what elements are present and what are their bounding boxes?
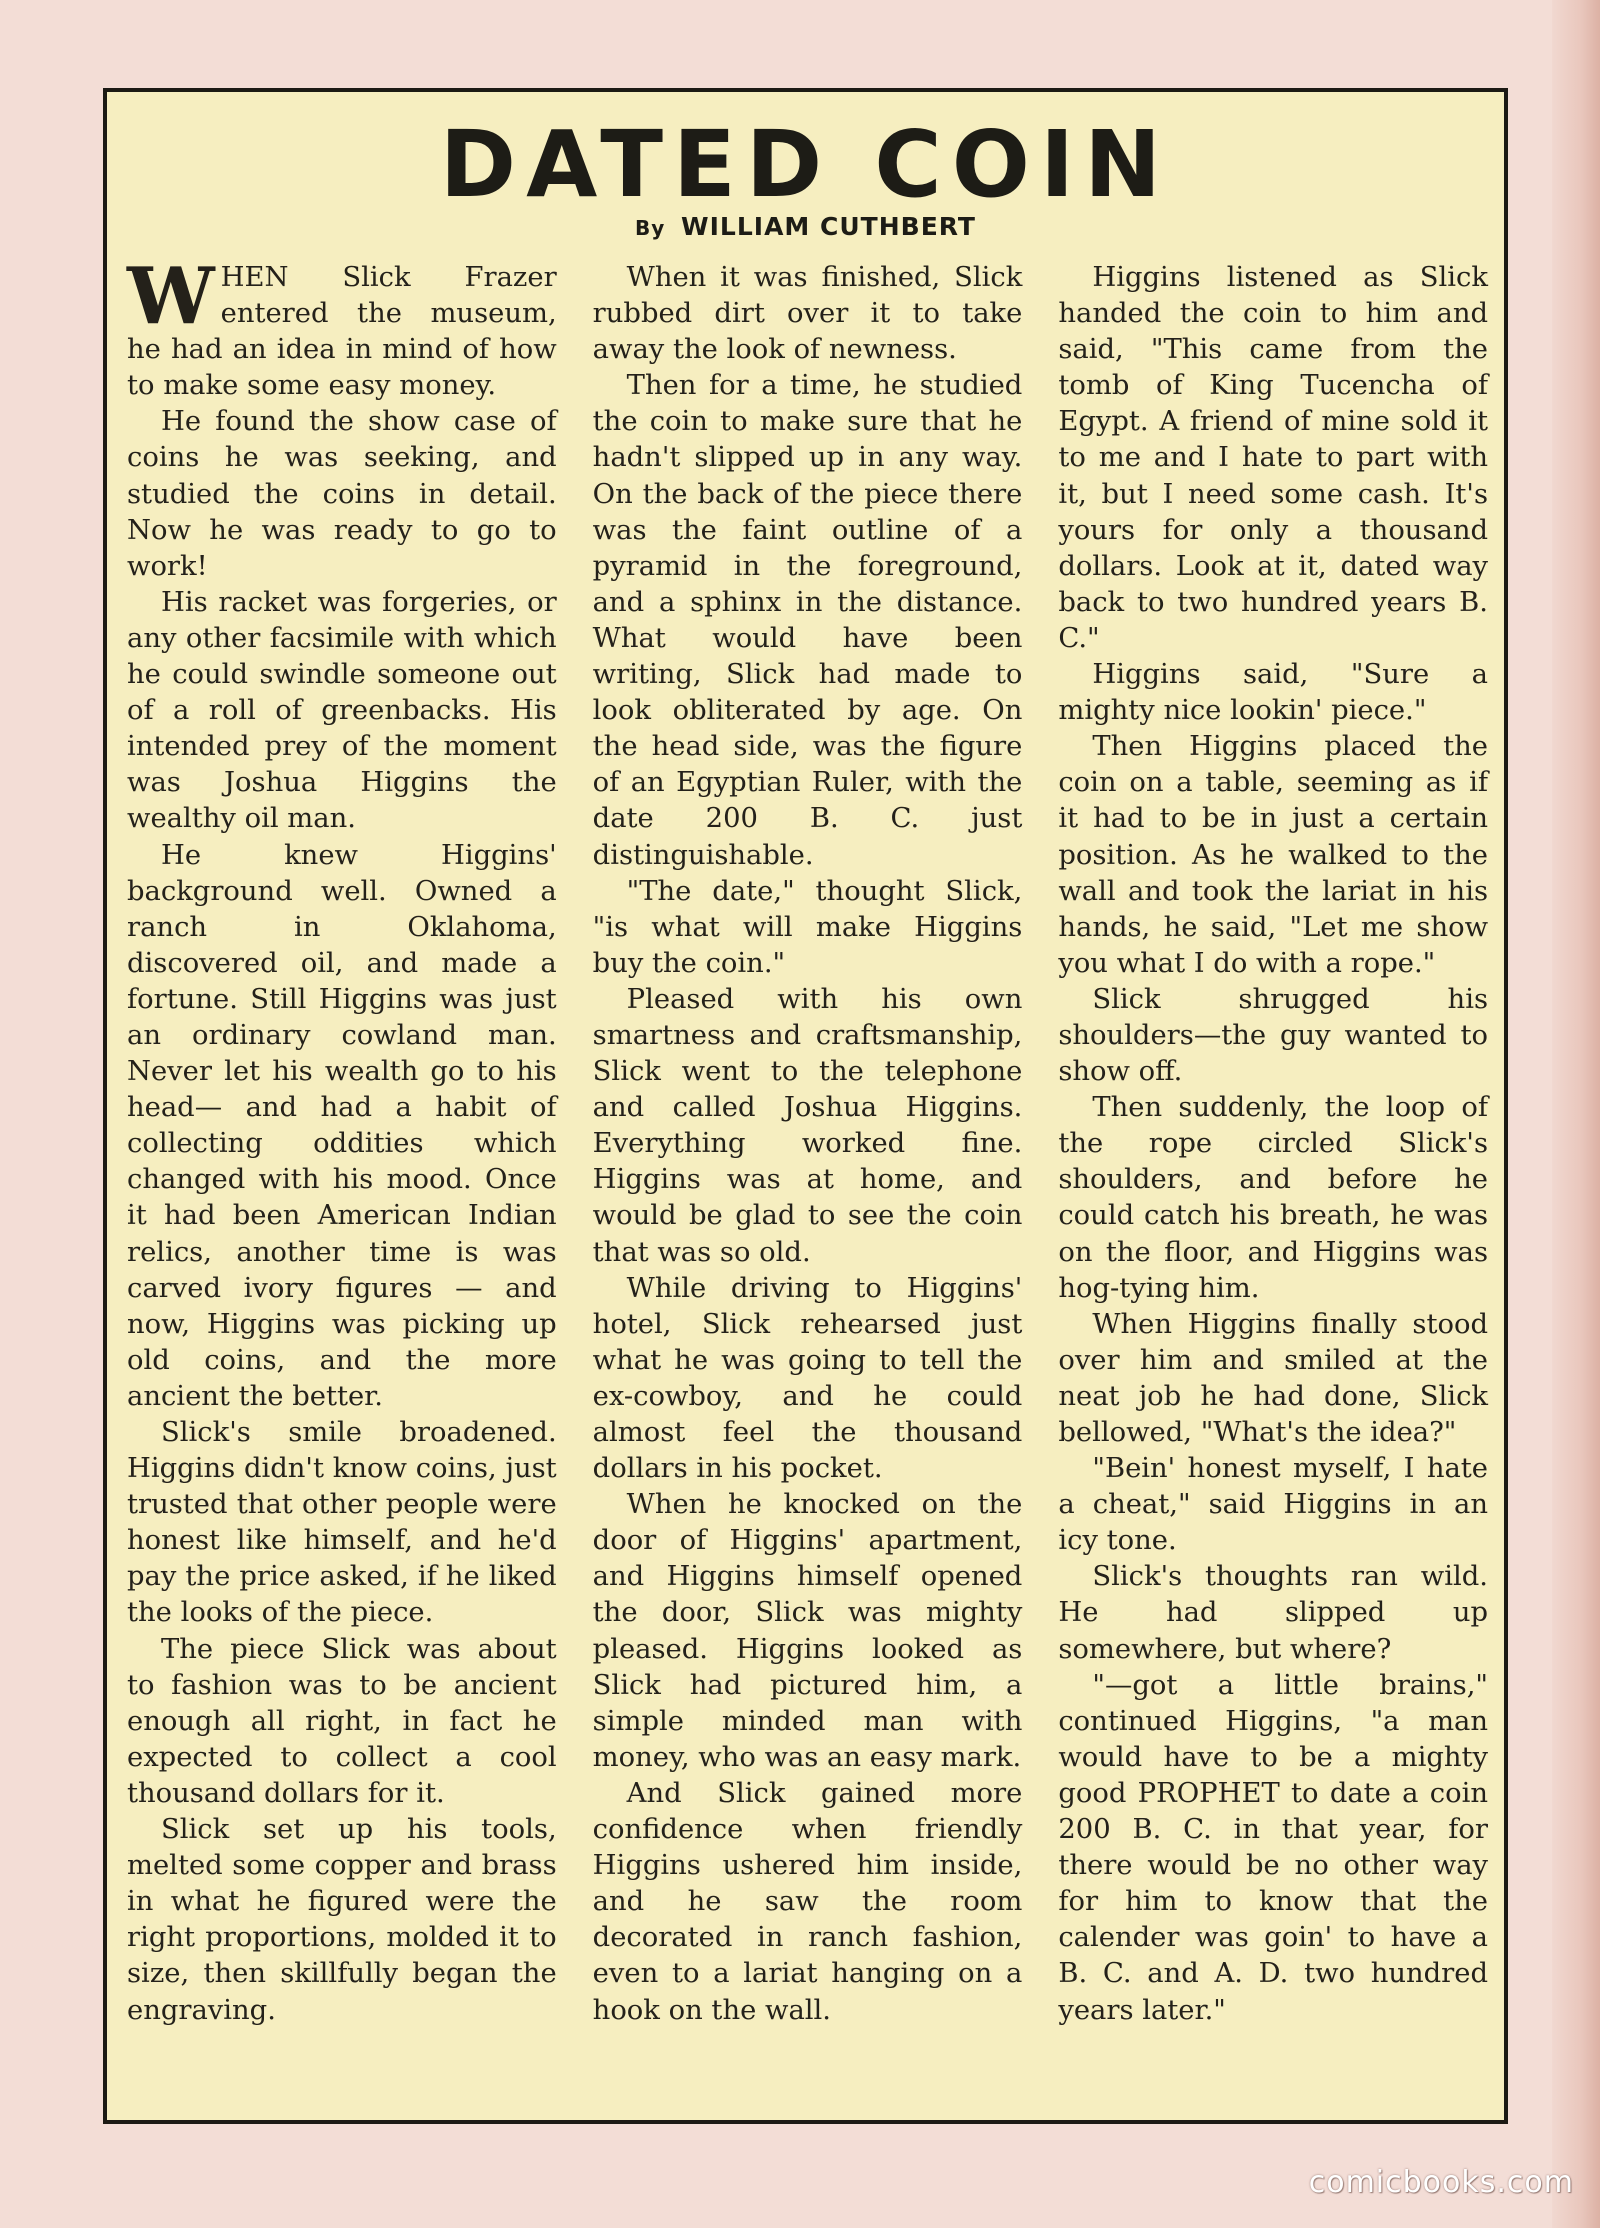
paragraph: "Bein' honest myself, I hate a cheat," said Higgins in an icy tone. <box>1058 1453 1489 1557</box>
paragraph: "—got a little brains," continued Higgins, "a man would have to be a mighty good PROPHET to date a coin 200 B. C. in that year, for there would be no other way for him to know that the calender was goin' to have a B. C. and A. D. two hundred years later." <box>1058 1669 1489 2026</box>
byline-prefix: By <box>635 216 666 240</box>
paragraph: The piece Slick was about to fashion was to be ancient enough all right, in fact he expected to collect a cool thousand dollars for it. <box>127 1633 557 1809</box>
paragraph: And Slick gained more confidence when friendly Higgins ushered him inside, and he saw the room decorated in ranch fashion, even to a lariat hanging on a hook on the wall. <box>592 1777 1023 2026</box>
paragraph: While driving to Higgins' hotel, Slick rehearsed just what he was going to tell the ex-cowboy, and he could almost feel the thousand dollars in his pocket. <box>592 1272 1023 1485</box>
paragraph: When it was finished, Slick rubbed dirt over it to take away the look of newness. <box>592 262 1023 366</box>
site-watermark: comicbooks.com <box>1308 2165 1574 2200</box>
paragraph: Then suddenly, the loop of the rope circled Slick's shoulders, and before he could catch his breath, he was on the floor, and Higgins was hog-tying him. <box>1058 1092 1489 1304</box>
story-title: DATED COIN <box>439 111 1172 218</box>
paragraph: Pleased with his own smartness and craftsmanship, Slick went to the telephone and called Joshua Higgins. Everything worked fine. Higgins was at home, and would be glad to see the coin that was so old. <box>592 983 1023 1268</box>
paragraph: WHEN Slick Frazer entered the museum, he had an idea in mind of how to make some easy money. <box>127 251 557 402</box>
paragraph: Slick's thoughts ran wild. He had slipped up somewhere, but where? <box>1058 1561 1489 1665</box>
paragraph: He found the show case of coins he was seeking, and studied the coins in detail. Now he was ready to go to work! <box>127 406 557 582</box>
paragraph: When Higgins finally stood over him and smiled at the neat job he had done, Slick bellowed, "What's the idea?" <box>1058 1308 1489 1448</box>
text-columns <box>127 251 1489 2102</box>
paragraph: Higgins listened as Slick handed the coin to him and said, "This came from the tomb of King Tucencha of Egypt. A friend of mine sold it to me and I hate to part with it, but I need some cash. It's yours for only a thousand dollars. Look at it, dated way back to two hundred years B. C." <box>1058 262 1489 654</box>
paragraph: Slick shrugged his shoulders—the guy wanted to show off. <box>1058 983 1489 1088</box>
page-edge <box>1552 0 1600 2228</box>
paragraph: Higgins said, "Sure a mighty nice lookin' piece." <box>1058 659 1489 727</box>
column-1 <box>127 251 557 2102</box>
column-2 <box>593 260 1023 2102</box>
paragraph: Then for a time, he studied the coin to make sure that he hadn't slipped up in any way. On the back of the piece there was the faint outline of a pyramid in the foreground, and a sphinx in the distance. What would have been writing, Slick had made to look obliterated by age. On the head side, was the figure of an Egyptian Ruler, with the date 200 B. C. just distinguishable. <box>592 370 1023 871</box>
paragraph: "The date," thought Slick, "is what will make Higgins buy the coin." <box>592 875 1023 979</box>
drop-cap: W <box>127 251 215 342</box>
paragraph: His racket was forgeries, or any other facsimile with which he could swindle someone out of a roll of greenbacks. His intended prey of the moment was Joshua Higgins the wealthy oil man. <box>127 586 557 835</box>
story-frame <box>103 88 1508 2124</box>
paragraph: Slick's smile broadened. Higgins didn't know coins, just trusted that other people were honest like himself, and he'd pay the price asked, if he liked the looks of the piece. <box>127 1417 557 1629</box>
paragraph: He knew Higgins' background well. Owned a ranch in Oklahoma, discovered oil, and made a fortune. Still Higgins was just an ordinary cowland man. Never let his wealth go to his head— and had a habit of collecting oddities which changed with his mood. Once it had been American Indian relics, another time is was carved ivory figures — and now, Higgins was picking up old coins, and the more ancient the better. <box>127 839 557 1412</box>
author-name: WILLIAM CUTHBERT <box>681 212 976 241</box>
paragraph: Then Higgins placed the coin on a table, seeming as if it had to be in just a certain position. As he walked to the wall and took the lariat in his hands, he said, "Let me show you what I do with a rope." <box>1058 731 1489 979</box>
paragraph: When he knocked on the door of Higgins' apartment, and Higgins himself opened the door, Slick was mighty pleased. Higgins looked as Slick had pictured him, a simple minded man with money, who was an easy mark. <box>592 1489 1023 1773</box>
byline <box>107 212 1504 241</box>
column-3 <box>1058 260 1488 2102</box>
paragraph: Slick set up his tools, melted some copper and brass in what he figured were the right proportions, molded it to size, then skillfully began the engraving. <box>127 1814 557 2026</box>
